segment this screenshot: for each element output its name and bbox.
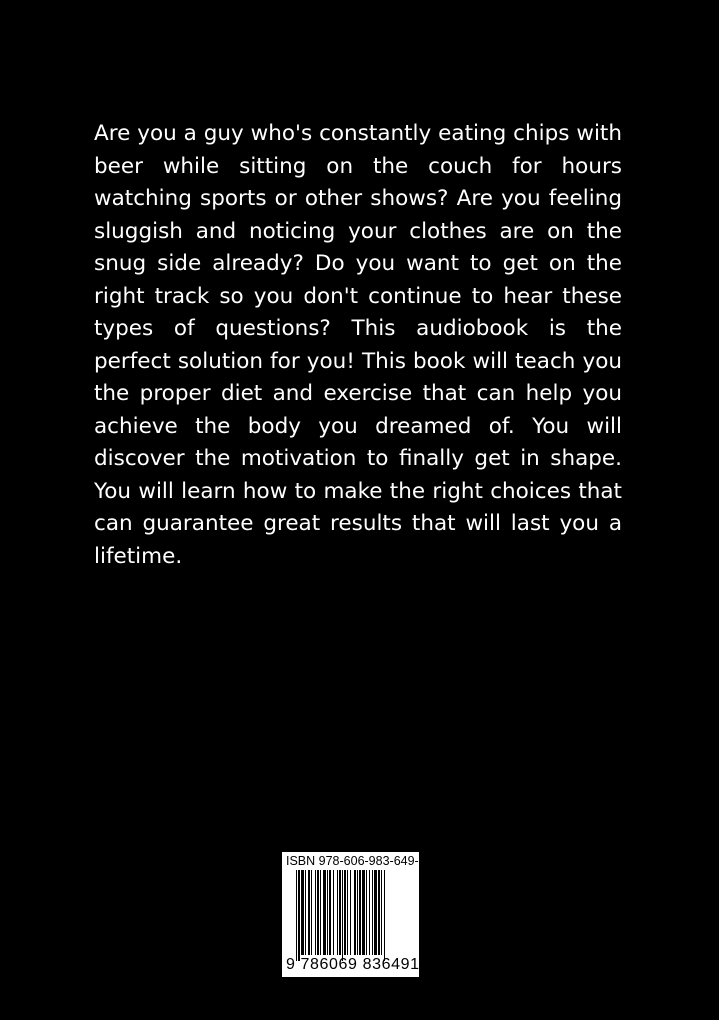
barcode-bar <box>337 870 338 955</box>
back-cover-blurb: Are you a guy who's constantly eating chips with beer while sitting on the couch for hours watching sports or other shows? Are you feeling sluggish and noticing your clothes are on the snug side already? Do you want to get on the right track so you don't continue to hear these types of questions? This audiobook is the perfect solution for you! This book will teach you the proper diet and exercise that can help you achieve the body you dreamed of. You will discover the motivation to finally get in shape. You will learn how to make the right choices that can guarantee great results that will last you a lifetime. <box>94 121 622 569</box>
barcode-bar <box>378 870 380 955</box>
barcode-bar <box>381 870 382 955</box>
barcode-bar <box>311 870 312 955</box>
barcode-bar <box>339 870 341 955</box>
barcode-bar <box>347 870 348 955</box>
barcode-bar <box>298 870 300 961</box>
barcode-bar <box>372 870 373 955</box>
barcode-bar <box>308 870 310 955</box>
barcode-bar <box>315 870 316 955</box>
isbn-barcode-block <box>282 852 426 977</box>
barcode-bar <box>350 870 351 955</box>
barcode-bar <box>344 870 346 955</box>
barcode-bar <box>369 870 370 955</box>
barcode-bar <box>333 870 334 955</box>
barcode-bar <box>323 870 326 955</box>
barcode-bar <box>359 870 361 955</box>
barcode-bar <box>384 870 385 961</box>
barcode-bar <box>329 870 331 955</box>
barcode-bar <box>374 870 377 955</box>
barcode-bar <box>342 870 343 961</box>
barcode-bar <box>296 870 297 961</box>
barcode-bar <box>301 870 304 955</box>
barcode-bar <box>317 870 319 955</box>
isbn-label: ISBN 978-606-983-649-1 <box>286 854 426 868</box>
barcode-bar <box>327 870 328 955</box>
barcode-bar <box>354 870 356 955</box>
barcode-bar <box>305 870 306 955</box>
barcode-bar <box>320 870 321 955</box>
barcode-digits: 9 786069 836491 <box>286 956 420 973</box>
barcode-bar <box>357 870 358 955</box>
barcode-bar <box>362 870 365 955</box>
barcode-bar <box>366 870 367 955</box>
